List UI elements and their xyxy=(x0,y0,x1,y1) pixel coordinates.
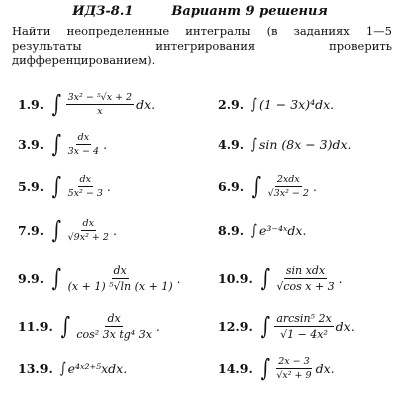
integral-sign: ∫ xyxy=(59,358,66,377)
problem-label: 5.9. xyxy=(18,178,45,194)
integral-sign: ∫ xyxy=(51,130,62,158)
integrand: e⁴ˣ²⁺⁵xdx. xyxy=(67,360,128,376)
problem-2 xyxy=(218,86,334,122)
integral-sign: ∫ xyxy=(260,312,270,340)
problem-label: 1.9. xyxy=(18,96,45,112)
problem-label: 11.9. xyxy=(18,318,53,334)
problem-label: 13.9. xyxy=(18,360,53,376)
problem-8 xyxy=(218,212,306,248)
denominator: x xyxy=(97,105,103,117)
problem-14 xyxy=(218,350,335,386)
problem-label: 2.9. xyxy=(218,96,245,112)
tail: dx. xyxy=(136,96,156,112)
numerator: sin xdx xyxy=(285,263,326,277)
tail: dx. xyxy=(335,318,355,334)
denominator: √cos x + 3 xyxy=(276,279,335,293)
tail: dx. xyxy=(315,360,335,376)
fraction xyxy=(74,312,154,341)
denominator: cos² 3x tg⁴ 3x xyxy=(76,327,152,341)
problem-label: 8.9. xyxy=(218,222,245,238)
problem-label: 14.9. xyxy=(218,360,253,376)
tail: . xyxy=(338,270,343,286)
tail: . xyxy=(155,318,160,334)
problem-label: 12.9. xyxy=(218,318,253,334)
fraction xyxy=(274,312,333,341)
numerator: dx xyxy=(82,217,94,229)
denominator: 3x − 4 xyxy=(67,145,100,157)
fraction xyxy=(274,264,336,293)
numerator: arcsin⁵ 2x xyxy=(276,311,332,325)
problem-3 xyxy=(18,126,107,162)
problem-1 xyxy=(18,86,155,122)
denominator: √3x² − 2 xyxy=(267,187,309,199)
instructions-text: Найти неопределенные интегралы (в заданиях 1—5 результаты интегрирования проверить дифференцированием). xyxy=(12,24,392,67)
problem-13 xyxy=(18,350,127,386)
integrand: (1 − 3x)⁴dx. xyxy=(258,96,335,112)
integral-sign: ∫ xyxy=(260,264,270,292)
problem-9 xyxy=(18,260,181,296)
integral-sign: ∫ xyxy=(251,94,257,113)
numerator: 3x² − ⁵√x + 2 xyxy=(67,91,133,103)
problem-11 xyxy=(18,308,160,344)
fraction xyxy=(66,92,134,117)
fraction xyxy=(66,132,101,157)
denominator: √x² + 9 xyxy=(276,369,312,381)
problem-label: 3.9. xyxy=(18,136,45,152)
fraction xyxy=(66,174,105,199)
numerator: 2x − 3 xyxy=(278,355,310,367)
problem-label: 10.9. xyxy=(218,270,253,286)
tail: . xyxy=(103,136,108,152)
integral-sign: ∫ xyxy=(51,264,62,292)
integral-sign: ∫ xyxy=(260,354,270,382)
fraction xyxy=(266,174,311,199)
numerator: dx xyxy=(113,263,127,277)
integral-sign: ∫ xyxy=(51,216,62,244)
denominator: 5x² − 3 xyxy=(67,187,103,199)
numerator: dx xyxy=(77,131,90,143)
problem-7 xyxy=(18,212,117,248)
problem-6 xyxy=(218,168,317,204)
problem-10 xyxy=(218,260,343,296)
integral-sign: ∫ xyxy=(251,172,262,200)
tail: . xyxy=(176,270,181,286)
variant-title: Вариант 9 решения xyxy=(171,4,328,19)
tail: . xyxy=(106,178,111,194)
problem-label: 9.9. xyxy=(18,270,45,286)
problem-5 xyxy=(18,168,111,204)
integrand: sin (8x − 3)dx. xyxy=(258,136,352,152)
problem-4 xyxy=(218,126,352,162)
denominator: (x + 1) ⁵√ln (x + 1) xyxy=(67,279,173,293)
fraction xyxy=(66,218,111,243)
integral-sign: ∫ xyxy=(51,90,62,118)
tail: . xyxy=(312,178,317,194)
integral-sign: ∫ xyxy=(251,220,257,239)
problem-label: 7.9. xyxy=(18,222,45,238)
integral-sign: ∫ xyxy=(251,134,257,153)
denominator: √1 − 4x² xyxy=(280,327,328,341)
problem-12 xyxy=(218,308,355,344)
fraction xyxy=(274,356,313,381)
numerator: dx xyxy=(107,311,121,325)
fraction xyxy=(66,264,175,293)
problem-label: 4.9. xyxy=(218,136,245,152)
numerator: dx xyxy=(79,173,91,185)
tail: . xyxy=(112,222,117,238)
problem-label: 6.9. xyxy=(218,178,245,194)
integrand: e³⁻⁴ˣdx. xyxy=(258,222,307,238)
integral-sign: ∫ xyxy=(60,312,70,340)
assignment-code: ИДЗ-8.1 xyxy=(72,4,134,19)
numerator: 2xdx xyxy=(276,173,300,185)
document-header xyxy=(0,4,400,19)
integral-sign: ∫ xyxy=(51,172,62,200)
denominator: √9x² + 2 xyxy=(67,231,109,243)
